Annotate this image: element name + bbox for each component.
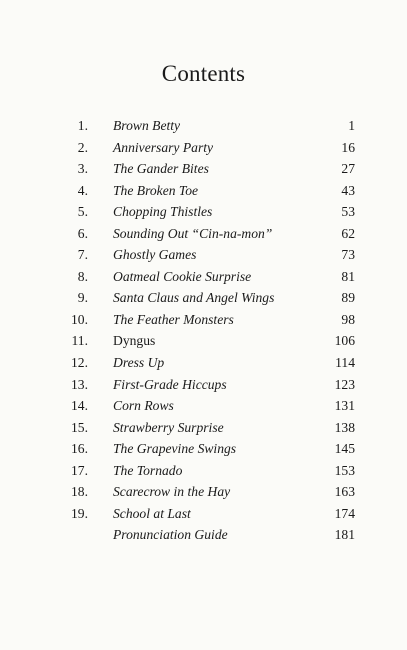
- chapter-number: 12.: [71, 355, 88, 371]
- toc-entry: [0, 417, 407, 439]
- toc-entry: [0, 244, 407, 266]
- chapter-number: 9.: [77, 290, 88, 306]
- toc-entry: [0, 330, 407, 352]
- chapter-number: 14.: [71, 398, 88, 414]
- chapter-title: The Gander Bites: [113, 161, 209, 177]
- toc-entry: [0, 201, 407, 223]
- toc-entry: [0, 309, 407, 331]
- page-number: 114: [335, 355, 355, 371]
- chapter-number: 13.: [71, 376, 88, 392]
- chapter-title: The Broken Toe: [113, 182, 199, 198]
- toc-entry: [0, 460, 407, 482]
- chapter-number: 18.: [71, 484, 88, 500]
- toc-entry: [0, 438, 407, 460]
- chapter-title: Pronunciation Guide: [113, 527, 228, 543]
- page-number: 1: [348, 118, 355, 133]
- page-number: 62: [341, 225, 355, 241]
- chapter-title: Oatmeal Cookie Surprise: [113, 268, 252, 284]
- chapter-title: Corn Rows: [113, 398, 174, 414]
- page-number: 98: [341, 311, 355, 327]
- page-title: Contents: [161, 61, 246, 86]
- chapter-number: 11.: [71, 333, 88, 349]
- chapter-number: 3.: [77, 161, 88, 177]
- chapter-number: 17.: [71, 462, 88, 478]
- page-number: 27: [341, 161, 355, 177]
- chapter-title: Santa Claus and Angel Wings: [113, 290, 275, 306]
- chapter-number: 19.: [71, 505, 88, 521]
- chapter-title: Dress Up: [113, 355, 165, 371]
- chapter-title: Brown Betty: [113, 118, 181, 133]
- chapter-number: 15.: [71, 419, 88, 435]
- chapter-title: School at Last: [113, 505, 191, 521]
- chapter-title: The Feather Monsters: [113, 311, 234, 327]
- page-number: 163: [334, 484, 355, 500]
- chapter-title: Ghostly Games: [113, 247, 197, 263]
- page-number: 174: [334, 505, 355, 521]
- toc-entry: [0, 266, 407, 288]
- chapter-title: Strawberry Surprise: [113, 419, 224, 435]
- page-number: 138: [334, 419, 355, 435]
- page-number: 89: [341, 290, 355, 306]
- toc-entry: [0, 180, 407, 202]
- chapter-number: 5.: [77, 204, 88, 220]
- page-number: 123: [334, 376, 355, 392]
- toc-entry-pronunciation-guide: [0, 524, 407, 546]
- page-number: 43: [341, 182, 355, 198]
- chapter-number: 1.: [77, 118, 88, 133]
- toc-entry: [0, 503, 407, 525]
- chapter-number: 10.: [71, 311, 88, 327]
- toc-entry: [0, 481, 407, 503]
- toc-entry: [0, 223, 407, 245]
- page-number: 181: [334, 527, 355, 543]
- chapter-number: 16.: [71, 441, 88, 457]
- chapter-title: The Grapevine Swings: [113, 441, 237, 457]
- page-number: 16: [341, 139, 355, 155]
- chapter-title: The Tornado: [113, 462, 183, 478]
- toc-entry: [0, 287, 407, 309]
- toc-entry: [0, 352, 407, 374]
- page-number: 106: [334, 333, 355, 349]
- chapter-number: 6.: [77, 225, 88, 241]
- page-number: 131: [334, 398, 355, 414]
- chapter-number: 8.: [77, 268, 88, 284]
- page-number: 73: [341, 247, 355, 263]
- chapter-title: Sounding Out “Cin-na-mon”: [113, 225, 273, 241]
- page-number: 53: [341, 204, 355, 220]
- chapter-title: Chopping Thistles: [113, 204, 213, 220]
- table-of-contents: [0, 115, 407, 546]
- chapter-title: First-Grade Hiccups: [113, 376, 227, 392]
- page-number: 145: [334, 441, 355, 457]
- chapter-title: Anniversary Party: [113, 139, 214, 155]
- toc-entry: [0, 137, 407, 159]
- chapter-number: 2.: [77, 139, 88, 155]
- toc-entry: [0, 115, 407, 137]
- toc-entry: [0, 395, 407, 417]
- chapter-title: Dyngus: [113, 333, 156, 349]
- page-number: 81: [341, 268, 355, 284]
- toc-entry: [0, 158, 407, 180]
- toc-entry: [0, 374, 407, 396]
- chapter-title: Scarecrow in the Hay: [113, 484, 231, 500]
- chapter-number: 4.: [77, 182, 88, 198]
- page-number: 153: [334, 462, 355, 478]
- chapter-number: 7.: [77, 247, 88, 263]
